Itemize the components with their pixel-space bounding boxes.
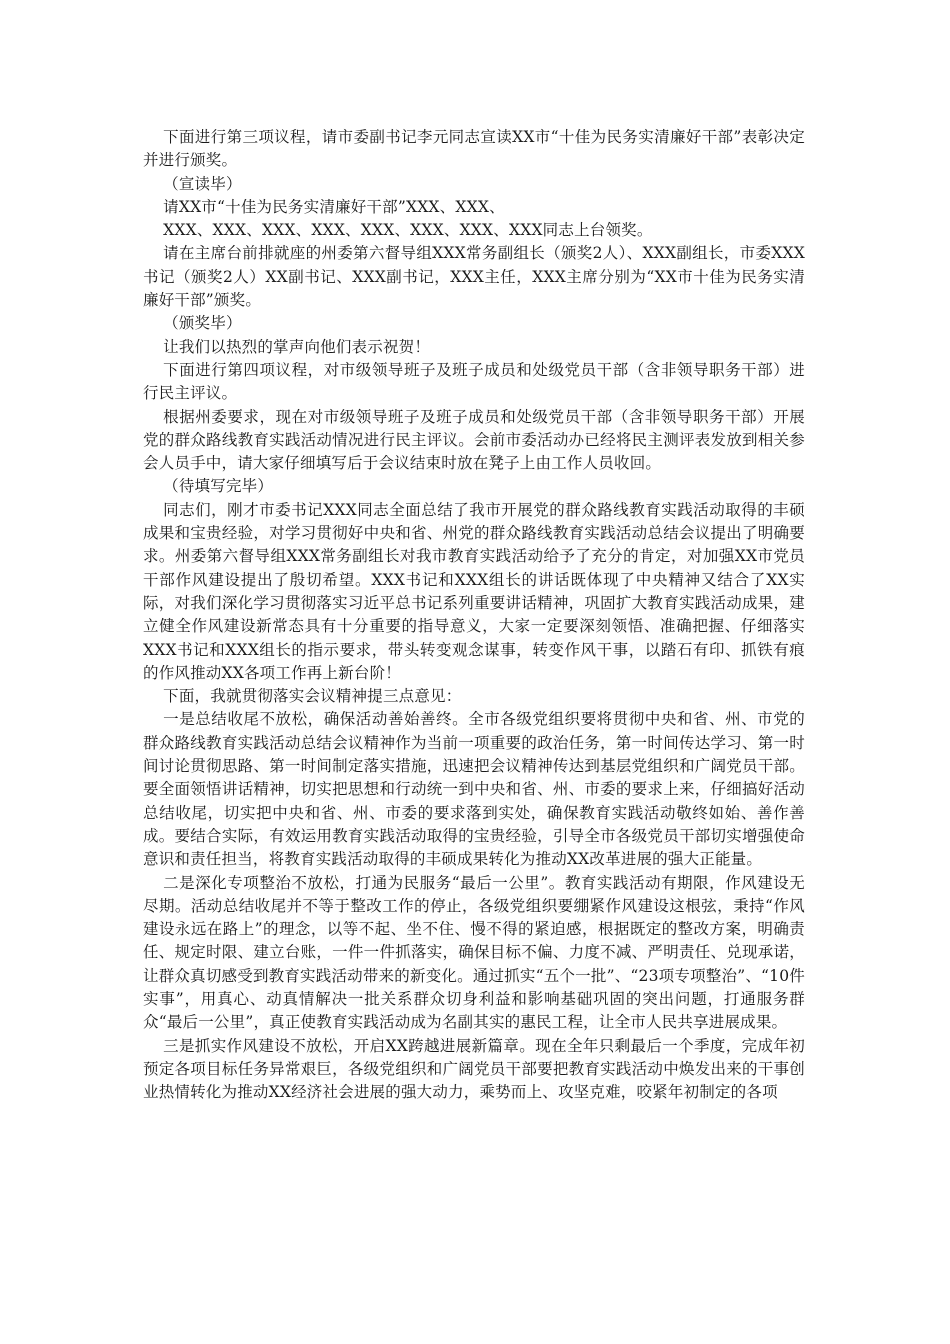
paragraph-applause: 让我们以热烈的掌声向他们表示祝贺！ (163, 337, 431, 356)
paragraph-point-three: 三是抓实作风建设不放松，开启XX跨越进展新篇章。现在全年只剩最后一个季度，完成年初预定各项目标任务异常艰巨，各级党组织和广阔党员干部要把教育实践活动中焕发出来的干事创业热情转化为推动XX经济社会进展的强大动力，乘势而上、攻坚克难，咬紧年初制定的各项 (143, 1036, 805, 1102)
paragraph-point-two: 二是深化专项整治不放松，打通为民服务“最后一公里”。教育实践活动有期限，作风建设无尽期。活动总结收尾并不等于整改工作的停止，各级党组织要绷紧作风建设这根弦，秉持“作风建设永远在路上”的理念，以等不起、坐不住、慢不得的紧迫感，根据既定的整改方案，明确责任、规定时限、建立台账，一件一件抓落实，确保目标不偏、力度不减、严明责任、兑现承诺，让群众真切感受到教育实践活动带来的新变化。通过抓实“五个一批”、“23项专项整治”、“10件实事”，用真心、动真情解决一批关系群众切身利益和影响基础巩固的突出问题，打通服务群众“最后一公里”，真正使教育实践活动成为名副其实的惠民工程，让全市人民共享进展成果。 (143, 873, 805, 1032)
paragraph-note-read: （宣读毕） (163, 174, 242, 193)
paragraph-agenda-four: 下面进行第四项议程，对市级领导班子及班子成员和处级党员干部（含非领导职务干部）进行民主评议。 (143, 360, 805, 403)
paragraph-presenters: 请在主席台前排就座的州委第六督导组XXX常务副组长（颁奖2人）、XXX副组长，市委XXX书记（颁奖2人）XX副书记、XXX副书记，XXX主任，XXX主席分别为“XX市十佳为民务实清廉好干部”颁奖。 (143, 244, 805, 310)
paragraph-agenda-three: 下面进行第三项议程，请市委副书记李元同志宣读XX市“十佳为民务实清廉好干部”表彰决定并进行颁奖。 (143, 128, 805, 170)
paragraph-note-award: （颁奖毕） (163, 314, 242, 333)
paragraph-awardee-list: XXX、XXX、XXX、XXX、XXX、XXX、XXX、XXX同志上台领奖。 (163, 221, 653, 240)
paragraph-three-points: 下面，我就贯彻落实会议精神提三点意见： (163, 687, 462, 706)
paragraph-evaluation: 根据州委要求，现在对市级领导班子及班子成员和处级党员干部（含非领导职务干部）开展党的群众路线教育实践活动情况进行民主评议。会前市委活动办已经将民主测评表发放到相关参会人员手中，请大家仔细填写后于会议结束时放在凳子上由工作人员收回。 (143, 407, 805, 473)
paragraph-note-fill: （待填写完毕） (163, 477, 274, 496)
paragraph-invite-awardees: 请XX市“十佳为民务实清廉好干部”XXX、XXX、 (163, 197, 505, 216)
paragraph-summary: 同志们，刚才市委书记XXX同志全面总结了我市开展党的群众路线教育实践活动取得的丰硕成果和宝贵经验，对学习贯彻好中央和省、州党的群众路线教育实践活动总结会议提出了明确要求。州委第六督导组XXX常务副组长对我市教育实践活动给予了充分的肯定，对加强XX市党员干部作风建设提出了殷切希望。XXX书记和XXX组长的讲话既体现了中央精神又结合了XX实际，对我们深化学习贯彻落实习近平总书记系列重要讲话精神，巩固扩大教育实践活动成果，建立健全作风建设新常态具有十分重要的指导意义，大家一定要深刻领悟、准确把握、仔细落实XXX书记和XXX组长的指示要求，带头转变观念谋事，转变作风干事，以踏石有印、抓铁有痕的作风推动XX各项工作再上新台阶！ (143, 500, 805, 682)
document-body (143, 126, 805, 1104)
paragraph-point-one: 一是总结收尾不放松，确保活动善始善终。全市各级党组织要将贯彻中央和省、州、市党的群众路线教育实践活动总结会议精神作为当前一项重要的政治任务，第一时间传达学习、第一时间讨论贯彻思路、第一时间制定落实措施，迅速把会议精神传达到基层党组织和广阔党员干部。要全面领悟讲话精神，切实把思想和行动统一到中央和省、州、市委的要求上来，仔细搞好活动总结收尾，切实把中央和省、州、市委的要求落到实处，确保教育实践活动敬终如始、善作善成。要结合实际，有效运用教育实践活动取得的宝贵经验，引导全市各级党员干部切实增强使命意识和责任担当，将教育实践活动取得的丰硕成果转化为推动XX改革进展的强大正能量。 (143, 710, 805, 869)
